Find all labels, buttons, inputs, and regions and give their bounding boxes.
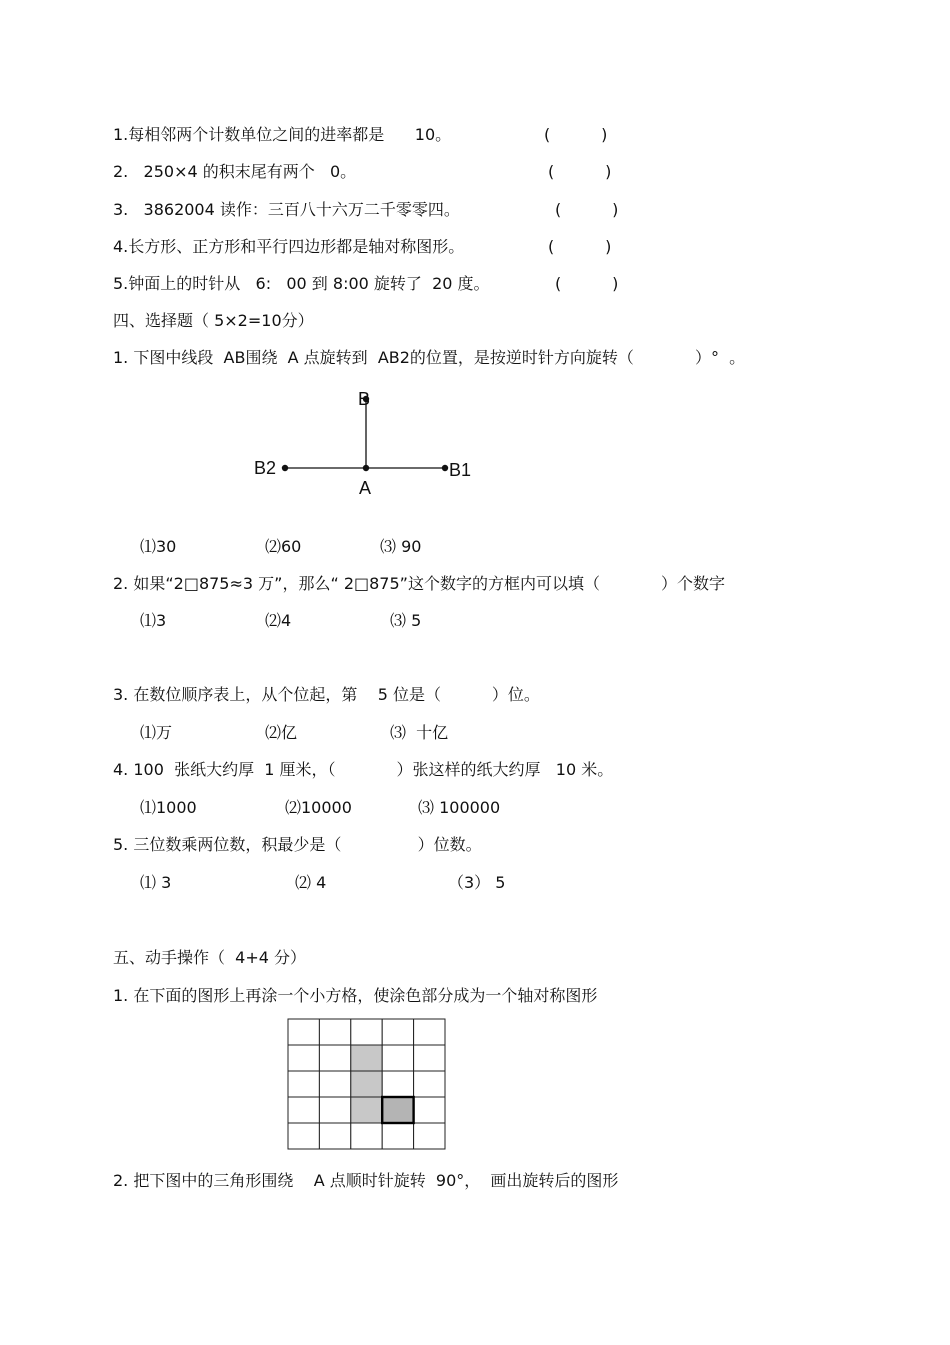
grid-cell-shaded[interactable] xyxy=(351,1097,382,1123)
judgement-paren-5[interactable]: ( ) xyxy=(555,274,619,293)
grid-cell[interactable] xyxy=(288,1071,319,1097)
grid-cell[interactable] xyxy=(288,1019,319,1045)
grid-cell[interactable] xyxy=(382,1071,413,1097)
judgement-item-5: 5.钟面上的时针从 6: 00 到 8:00 旋转了 20 度。 xyxy=(113,274,490,293)
q4-2-option-1: ⑴3 xyxy=(140,611,167,630)
label-b1: B1 xyxy=(449,460,472,480)
shading-grid[interactable] xyxy=(287,1018,447,1152)
grid-cell[interactable] xyxy=(288,1123,319,1149)
q4-2-question: 2. 如果“2□875≈3 万”，那么“ 2□875”这个数字的方框内可以填（ ）个数字 xyxy=(113,574,725,593)
judgement-paren-4[interactable]: ( ) xyxy=(548,237,612,256)
q4-3-question: 3. 在数位顺序表上，从个位起，第 5 位是（ ）位。 xyxy=(113,685,540,704)
q4-1-option-3: ⑶ 90 xyxy=(380,537,422,556)
q4-5-option-2: ⑵ 4 xyxy=(295,873,327,892)
judgement-item-3: 3. 3862004 读作：三百八十六万二千零零四。 xyxy=(113,200,460,219)
q4-3-option-1: ⑴万 xyxy=(140,723,173,742)
grid-cell[interactable] xyxy=(288,1097,319,1123)
judgement-item-4: 4.长方形、正方形和平行四边形都是轴对称图形。 xyxy=(113,237,465,256)
q5-2-question: 2. 把下图中的三角形围绕 A 点顺时针旋转 90°， 画出旋转后的图形 xyxy=(113,1171,619,1190)
q4-3-option-2: ⑵亿 xyxy=(265,723,298,742)
grid-cell[interactable] xyxy=(351,1019,382,1045)
grid-cell[interactable] xyxy=(288,1045,319,1071)
grid-cell[interactable] xyxy=(319,1071,350,1097)
judgement-item-2: 2. 250×4 的积末尾有两个 0。 xyxy=(113,162,357,181)
grid-cell[interactable] xyxy=(319,1123,350,1149)
section-4-heading: 四、选择题（ 5×2=10分） xyxy=(113,311,314,330)
point-b2 xyxy=(282,465,288,471)
grid-cell[interactable] xyxy=(414,1123,445,1149)
judgement-paren-1[interactable]: ( ) xyxy=(544,125,608,144)
judgement-item-1: 1.每相邻两个计数单位之间的进率都是 10。 xyxy=(113,125,452,144)
section-5-heading: 五、动手操作（ 4+4 分） xyxy=(113,948,307,967)
q4-2-option-2: ⑵4 xyxy=(265,611,292,630)
grid-cell[interactable] xyxy=(382,1123,413,1149)
q4-3-option-3: ⑶ 十亿 xyxy=(390,723,449,742)
label-a: A xyxy=(359,478,372,498)
rotation-diagram xyxy=(245,385,505,505)
grid-cell[interactable] xyxy=(319,1019,350,1045)
grid-cell[interactable] xyxy=(414,1019,445,1045)
grid-cell[interactable] xyxy=(319,1045,350,1071)
q4-1-option-2: ⑵60 xyxy=(265,537,302,556)
q4-2-option-3: ⑶ 5 xyxy=(390,611,422,630)
q4-4-option-3: ⑶ 100000 xyxy=(418,798,501,817)
point-a xyxy=(363,465,369,471)
label-b2: B2 xyxy=(254,458,277,478)
q4-1-option-1: ⑴30 xyxy=(140,537,177,556)
grid-cell[interactable] xyxy=(351,1123,382,1149)
grid-cell[interactable] xyxy=(319,1097,350,1123)
grid-cell[interactable] xyxy=(414,1097,445,1123)
judgement-paren-2[interactable]: ( ) xyxy=(548,162,612,181)
grid-cell[interactable] xyxy=(382,1019,413,1045)
q4-4-option-2: ⑵10000 xyxy=(285,798,352,817)
q4-4-option-1: ⑴1000 xyxy=(140,798,197,817)
grid-cell[interactable] xyxy=(414,1071,445,1097)
q4-5-question: 5. 三位数乘两位数，积最少是（ ）位数。 xyxy=(113,835,482,854)
grid-cell[interactable] xyxy=(382,1045,413,1071)
label-b: B xyxy=(358,389,371,409)
grid-cell-shaded[interactable] xyxy=(351,1071,382,1097)
q4-4-question: 4. 100 张纸大约厚 1 厘米，（ ）张这样的纸大约厚 10 米。 xyxy=(113,760,614,779)
grid-cell[interactable] xyxy=(414,1045,445,1071)
judgement-paren-3[interactable]: ( ) xyxy=(555,200,619,219)
grid-cell-shaded-bold[interactable] xyxy=(382,1097,413,1123)
point-b1 xyxy=(442,465,448,471)
q4-5-option-1: ⑴ 3 xyxy=(140,873,172,892)
q5-1-question: 1. 在下面的图形上再涂一个小方格，使涂色部分成为一个轴对称图形 xyxy=(113,986,598,1005)
q4-1-question: 1. 下图中线段 AB围绕 A 点旋转到 AB2的位置，是按逆时针方向旋转（ ）° 。 xyxy=(113,348,746,367)
q4-5-option-3: （3） 5 xyxy=(448,873,506,892)
grid-cell-shaded[interactable] xyxy=(351,1045,382,1071)
